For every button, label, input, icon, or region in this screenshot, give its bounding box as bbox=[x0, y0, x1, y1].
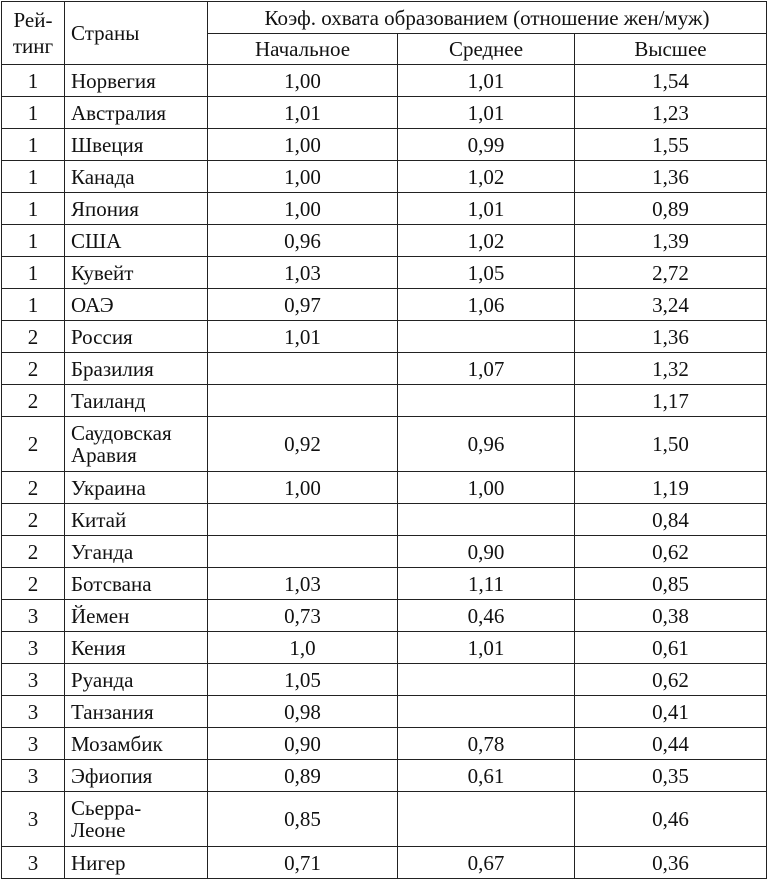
table-row bbox=[2, 568, 767, 600]
rank-cell: 1 bbox=[2, 289, 65, 321]
higher-value-cell: 0,84 bbox=[575, 504, 767, 536]
secondary-value-cell: 0,90 bbox=[398, 536, 575, 568]
country-cell: Саудовская Аравия bbox=[65, 417, 208, 472]
higher-value-cell: 0,35 bbox=[575, 760, 767, 792]
secondary-value-cell bbox=[398, 385, 575, 417]
table-row bbox=[2, 385, 767, 417]
secondary-value-cell bbox=[398, 792, 575, 847]
higher-value-cell: 1,50 bbox=[575, 417, 767, 472]
rank-cell: 1 bbox=[2, 257, 65, 289]
higher-value-cell: 1,17 bbox=[575, 385, 767, 417]
country-cell: Норвегия bbox=[65, 65, 208, 97]
secondary-value-cell: 1,02 bbox=[398, 161, 575, 193]
table-row bbox=[2, 696, 767, 728]
header-countries: Страны bbox=[65, 2, 208, 65]
primary-value-cell: 0,71 bbox=[208, 847, 398, 879]
rank-cell: 2 bbox=[2, 417, 65, 472]
table-row bbox=[2, 417, 767, 472]
primary-value-cell bbox=[208, 385, 398, 417]
secondary-value-cell: 1,00 bbox=[398, 472, 575, 504]
table-row bbox=[2, 225, 767, 257]
rank-cell: 1 bbox=[2, 97, 65, 129]
country-cell: Ботсвана bbox=[65, 568, 208, 600]
rank-cell: 2 bbox=[2, 504, 65, 536]
country-cell: ОАЭ bbox=[65, 289, 208, 321]
primary-value-cell: 0,92 bbox=[208, 417, 398, 472]
primary-value-cell: 1,03 bbox=[208, 257, 398, 289]
table-row bbox=[2, 289, 767, 321]
rank-cell: 2 bbox=[2, 536, 65, 568]
table-row bbox=[2, 129, 767, 161]
table-row bbox=[2, 600, 767, 632]
secondary-value-cell bbox=[398, 321, 575, 353]
secondary-value-cell: 0,96 bbox=[398, 417, 575, 472]
primary-value-cell: 1,00 bbox=[208, 161, 398, 193]
secondary-value-cell: 1,07 bbox=[398, 353, 575, 385]
country-cell: Нигер bbox=[65, 847, 208, 879]
country-cell: Япония bbox=[65, 193, 208, 225]
rank-cell: 3 bbox=[2, 728, 65, 760]
rank-cell: 3 bbox=[2, 760, 65, 792]
higher-value-cell: 1,19 bbox=[575, 472, 767, 504]
higher-value-cell: 1,39 bbox=[575, 225, 767, 257]
table-body bbox=[2, 65, 767, 879]
rank-cell: 3 bbox=[2, 664, 65, 696]
country-cell: Мозамбик bbox=[65, 728, 208, 760]
primary-value-cell: 0,98 bbox=[208, 696, 398, 728]
country-cell: Уганда bbox=[65, 536, 208, 568]
table-row bbox=[2, 664, 767, 696]
primary-value-cell: 0,73 bbox=[208, 600, 398, 632]
table-row bbox=[2, 792, 767, 847]
country-cell: США bbox=[65, 225, 208, 257]
country-cell: Сьерра- Леоне bbox=[65, 792, 208, 847]
primary-value-cell: 1,01 bbox=[208, 97, 398, 129]
rank-cell: 3 bbox=[2, 792, 65, 847]
primary-value-cell: 1,05 bbox=[208, 664, 398, 696]
secondary-value-cell: 0,46 bbox=[398, 600, 575, 632]
primary-value-cell: 1,00 bbox=[208, 129, 398, 161]
primary-value-cell: 1,00 bbox=[208, 193, 398, 225]
country-cell: Эфиопия bbox=[65, 760, 208, 792]
higher-value-cell: 0,89 bbox=[575, 193, 767, 225]
table-row bbox=[2, 257, 767, 289]
higher-value-cell: 1,36 bbox=[575, 321, 767, 353]
country-cell: Россия bbox=[65, 321, 208, 353]
primary-value-cell bbox=[208, 353, 398, 385]
country-cell: Украина bbox=[65, 472, 208, 504]
table-row bbox=[2, 353, 767, 385]
table-row bbox=[2, 321, 767, 353]
higher-value-cell: 1,36 bbox=[575, 161, 767, 193]
higher-value-cell: 3,24 bbox=[575, 289, 767, 321]
secondary-value-cell: 0,99 bbox=[398, 129, 575, 161]
higher-value-cell: 0,62 bbox=[575, 536, 767, 568]
secondary-value-cell: 1,02 bbox=[398, 225, 575, 257]
country-cell: Австралия bbox=[65, 97, 208, 129]
primary-value-cell: 1,00 bbox=[208, 65, 398, 97]
secondary-value-cell: 1,01 bbox=[398, 97, 575, 129]
secondary-value-cell: 1,01 bbox=[398, 632, 575, 664]
table-row bbox=[2, 760, 767, 792]
secondary-value-cell: 1,06 bbox=[398, 289, 575, 321]
secondary-value-cell: 0,67 bbox=[398, 847, 575, 879]
rank-cell: 2 bbox=[2, 321, 65, 353]
secondary-value-cell: 1,05 bbox=[398, 257, 575, 289]
primary-value-cell: 0,97 bbox=[208, 289, 398, 321]
table-row bbox=[2, 728, 767, 760]
country-cell: Швеция bbox=[65, 129, 208, 161]
primary-value-cell: 0,89 bbox=[208, 760, 398, 792]
secondary-value-cell: 1,01 bbox=[398, 65, 575, 97]
rank-cell: 2 bbox=[2, 385, 65, 417]
country-cell: Руанда bbox=[65, 664, 208, 696]
rank-cell: 3 bbox=[2, 600, 65, 632]
table-row bbox=[2, 632, 767, 664]
header-enrollment-ratio: Коэф. охвата образованием (отношение жен/муж) bbox=[208, 2, 767, 34]
higher-value-cell: 0,36 bbox=[575, 847, 767, 879]
table-row bbox=[2, 472, 767, 504]
primary-value-cell bbox=[208, 536, 398, 568]
country-cell: Канада bbox=[65, 161, 208, 193]
higher-value-cell: 1,55 bbox=[575, 129, 767, 161]
rank-cell: 1 bbox=[2, 129, 65, 161]
higher-value-cell: 1,54 bbox=[575, 65, 767, 97]
rank-cell: 2 bbox=[2, 472, 65, 504]
higher-value-cell: 2,72 bbox=[575, 257, 767, 289]
higher-value-cell: 0,62 bbox=[575, 664, 767, 696]
secondary-value-cell: 1,11 bbox=[398, 568, 575, 600]
higher-value-cell: 1,32 bbox=[575, 353, 767, 385]
education-ratio-table bbox=[1, 1, 767, 879]
higher-value-cell: 1,23 bbox=[575, 97, 767, 129]
table-row bbox=[2, 161, 767, 193]
higher-value-cell: 0,44 bbox=[575, 728, 767, 760]
table-header bbox=[2, 2, 767, 65]
primary-value-cell bbox=[208, 504, 398, 536]
rank-cell: 3 bbox=[2, 696, 65, 728]
primary-value-cell: 1,03 bbox=[208, 568, 398, 600]
header-row-top bbox=[2, 2, 767, 34]
table-row bbox=[2, 65, 767, 97]
country-cell: Танзания bbox=[65, 696, 208, 728]
secondary-value-cell: 0,78 bbox=[398, 728, 575, 760]
primary-value-cell: 0,90 bbox=[208, 728, 398, 760]
country-cell: Китай bbox=[65, 504, 208, 536]
table-row bbox=[2, 536, 767, 568]
rank-cell: 3 bbox=[2, 847, 65, 879]
higher-value-cell: 0,38 bbox=[575, 600, 767, 632]
table-row bbox=[2, 193, 767, 225]
primary-value-cell: 1,01 bbox=[208, 321, 398, 353]
higher-value-cell: 0,85 bbox=[575, 568, 767, 600]
table-row bbox=[2, 847, 767, 879]
header-rank: Рей- тинг bbox=[2, 2, 65, 65]
country-cell: Бразилия bbox=[65, 353, 208, 385]
rank-cell: 1 bbox=[2, 161, 65, 193]
table-row bbox=[2, 97, 767, 129]
primary-value-cell: 1,0 bbox=[208, 632, 398, 664]
rank-cell: 1 bbox=[2, 65, 65, 97]
primary-value-cell: 1,00 bbox=[208, 472, 398, 504]
country-cell: Таиланд bbox=[65, 385, 208, 417]
header-higher: Высшее bbox=[575, 34, 767, 65]
rank-cell: 1 bbox=[2, 193, 65, 225]
country-cell: Йемен bbox=[65, 600, 208, 632]
header-secondary: Среднее bbox=[398, 34, 575, 65]
rank-cell: 3 bbox=[2, 632, 65, 664]
secondary-value-cell bbox=[398, 664, 575, 696]
higher-value-cell: 0,61 bbox=[575, 632, 767, 664]
country-cell: Кувейт bbox=[65, 257, 208, 289]
secondary-value-cell: 0,61 bbox=[398, 760, 575, 792]
table-row bbox=[2, 504, 767, 536]
higher-value-cell: 0,46 bbox=[575, 792, 767, 847]
secondary-value-cell bbox=[398, 504, 575, 536]
secondary-value-cell bbox=[398, 696, 575, 728]
higher-value-cell: 0,41 bbox=[575, 696, 767, 728]
rank-cell: 2 bbox=[2, 568, 65, 600]
secondary-value-cell: 1,01 bbox=[398, 193, 575, 225]
primary-value-cell: 0,85 bbox=[208, 792, 398, 847]
country-cell: Кения bbox=[65, 632, 208, 664]
rank-cell: 1 bbox=[2, 225, 65, 257]
primary-value-cell: 0,96 bbox=[208, 225, 398, 257]
header-primary: Начальное bbox=[208, 34, 398, 65]
rank-cell: 2 bbox=[2, 353, 65, 385]
